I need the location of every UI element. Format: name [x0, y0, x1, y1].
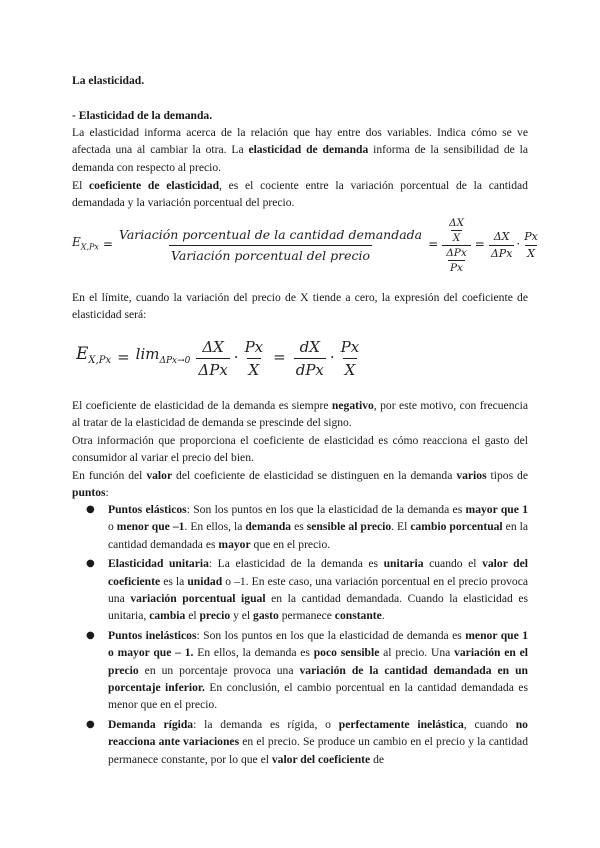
- formula-ratio-b: $\frac{Px}{X}$: [524, 229, 538, 260]
- list-item-inelastic-points: ● Puntos inelásticos: Son los puntos en los que la elasticidad de demanda es menor que 1 o mayor que – 1. En ellos, la demanda es poco sensible al precio. Una variación en el precio en un porcentaje provoca una variación de la cantidad demandada en un porcentaje inferior. En conclusión, el cambio porcentual en la cantidad demandada es menor que en el precio.: [72, 627, 528, 714]
- section-heading: - Elasticidad de la demanda.: [72, 109, 213, 122]
- elasticity-formula: $E_{X,Px}$ = $\frac{\text{Variación porcentual de la cantidad demandada}}{\text{Variación porcentual del precio}}$ = $\frac{\frac{\Delta X}{X}}{\frac{\text{ΔPx}}{Px}}$ = $\frac{\Delta X}{\text{ΔPx}}$ · $\frac{Px}{X}$: [72, 216, 538, 274]
- formula-ratio-a: $\frac{\Delta X}{\text{ΔPx}}$: [490, 229, 513, 260]
- limit-ratio-b: $\frac{Px}{X}$: [244, 337, 264, 379]
- paragraph-limit: En el límite, cuando la variación del precio de X tiende a cero, la expresión del coeficiente de elasticidad será:: [72, 291, 528, 322]
- paragraph-types: En función del valor del coeficiente de elasticidad se distinguen en la demanda varios tipos de puntos:: [72, 469, 528, 500]
- limit-operator: $\lim_{\Delta Px\to 0}$: [135, 344, 191, 366]
- list-item-elastic-points: ● Puntos elásticos: Son los puntos en los que la elasticidad de la demanda es mayor que 1 o menor que –1. En ellos, la demanda es sensible al precio. El cambio porcentual en la cantidad demandada es mayor que en el precio.: [72, 501, 528, 553]
- limit-formula-lhs: $E_{X,Px}$: [76, 344, 112, 367]
- limit-formula: $E_{X,Px}$ = $\lim_{\Delta Px\to 0}$ $\frac{\Delta X}{\text{ΔPx}}$ · $\frac{Px}{X}$ = $\frac{dX}{\text{dPx}}$ · $\frac{Px}{X}$: [76, 337, 360, 379]
- paragraph-spending: Otra información que proporciona el coeficiente de elasticidad es cómo reacciona el gasto del consumidor al variar el precio del bien.: [72, 434, 528, 465]
- formula-lhs: $E_{X,Px}$: [72, 235, 99, 252]
- list-item-unitary-elasticity: ● Elasticidad unitaria: La elasticidad de la demanda es unitaria cuando el valor del coeficiente es la unidad o –1. En este caso, una variación porcentual en el precio provoca una variación porcentual igual en la cantidad demandada. Cuando la elasticidad es unitaria, cambia el precio y el gasto permanece constante.: [72, 555, 528, 625]
- list-item-rigid-demand: ● Demanda rígida: la demanda es rígida, o perfectamente inelástica, cuando no reacciona ante variaciones en el precio. Se produce un cambio en el precio y la cantidad permanece constante, por lo que el valor del coeficiente de: [72, 716, 528, 768]
- limit-ratio-d: $\frac{Px}{X}$: [340, 337, 360, 379]
- limit-ratio-c: $\frac{dX}{\text{dPx}}$: [295, 337, 324, 379]
- paragraph-negative: El coeficiente de elasticidad de la demanda es siempre negativo, por este motivo, con frecuencia al tratar de la elasticidad de demanda se prescinde del signo.: [72, 399, 528, 430]
- limit-ratio-a: $\frac{\Delta X}{\text{ΔPx}}$: [198, 337, 228, 379]
- formula-main-fraction: $\frac{\text{Variación porcentual de la cantidad demandada}}{\text{Variación porcentual del precio}}$: [118, 227, 423, 263]
- elasticity-types-list: [72, 501, 528, 768]
- paragraph-coefficient: El coeficiente de elasticidad, es el cociente entre la variación porcentual de la cantidad demandada y la variación porcentual del precio.: [72, 179, 528, 210]
- document-title: La elasticidad.: [72, 74, 145, 87]
- paragraph-definition: La elasticidad informa acerca de la relación que hay entre dos variables. Indica cómo se ve afectada una al cambiar la otra. La elasticidad de demanda informa de la sensibilidad de la demanda con respecto al precio.: [72, 126, 528, 174]
- formula-compound-fraction: $\frac{\frac{\Delta X}{X}}{\frac{\text{ΔPx}}{Px}}$: [442, 217, 471, 274]
